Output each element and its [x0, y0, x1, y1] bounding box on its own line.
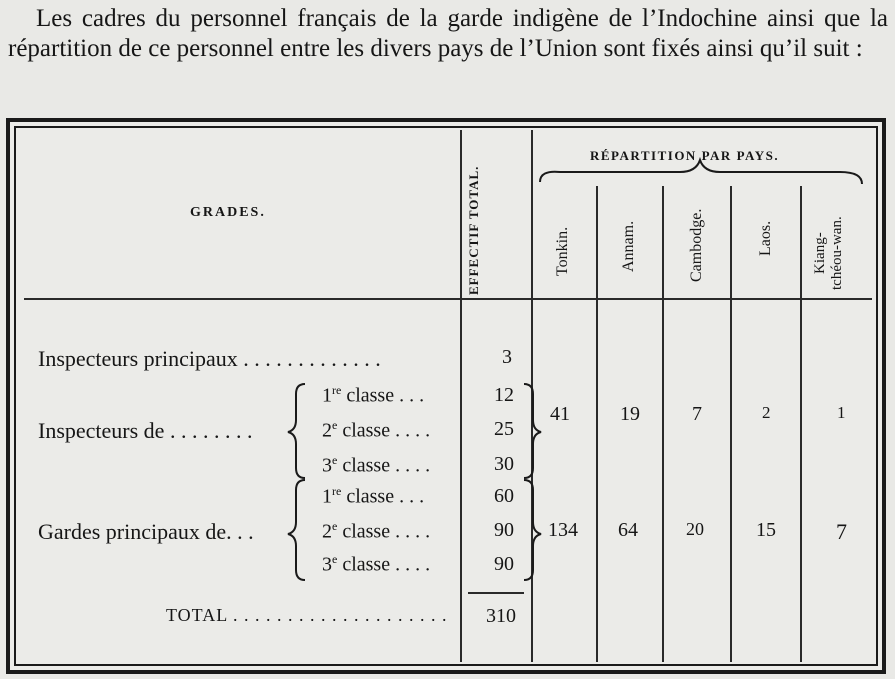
gardes-right-brace: [524, 480, 541, 580]
inspecteurs-kiang: 1: [837, 403, 846, 422]
inspecteurs-classe-3-effectif: 30: [494, 453, 514, 475]
gardes-classe-3: 3e classe . . . .: [322, 552, 431, 576]
row-inspecteurs-principaux-effectif: 3: [502, 346, 512, 368]
intro-text: Les cadres du personnel français de la garde indigène de l’Indochine ainsi que la répartition de ce personnel entre les divers pays de l’Union sont fixés ainsi qu’il suit :: [8, 5, 888, 62]
total-label: TOTAL . . . . . . . . . . . . . . . . . . . .: [166, 605, 448, 625]
repartition-brace: [540, 160, 862, 184]
gardes-classe-1-effectif: 60: [494, 485, 514, 507]
row-inspecteurs-principaux-label: Inspecteurs principaux . . . . . . . . . . . . .: [38, 346, 381, 371]
row-gardes-principaux-label: Gardes principaux de. . .: [38, 519, 254, 544]
gardes-classe-2: 2e classe . . . .: [322, 519, 431, 543]
gardes-classe-3-effectif: 90: [494, 553, 514, 575]
header-repartition-par-pays: RÉPARTITION PAR PAYS.: [590, 148, 780, 163]
row-inspecteurs-de-label: Inspecteurs de . . . . . . . .: [38, 418, 253, 443]
header-grades: GRADES.: [190, 205, 266, 220]
inspecteurs-brace: [288, 384, 305, 478]
header-annam: Annam.: [620, 220, 637, 272]
inspecteurs-tonkin: 41: [550, 403, 570, 425]
inspecteurs-cambodge: 7: [692, 403, 702, 425]
total-effectif: 310: [486, 605, 516, 627]
inspecteurs-laos: 2: [762, 403, 771, 422]
inspecteurs-classe-1: 1re classe . . .: [322, 383, 425, 407]
gardes-classe-1: 1re classe . . .: [322, 484, 425, 508]
header-effectif-total: EFFECTIF TOTAL.: [466, 165, 481, 295]
header-kiang-line2: tchéou-wan.: [829, 216, 845, 290]
gardes-tonkin: 134: [548, 519, 578, 541]
gardes-kiang: 7: [836, 519, 847, 544]
header-laos: Laos.: [757, 220, 774, 256]
header-cambodge: Cambodge.: [688, 208, 705, 282]
inspecteurs-right-brace: [524, 384, 541, 478]
header-tonkin: Tonkin.: [554, 226, 571, 276]
inspecteurs-classe-1-effectif: 12: [494, 384, 514, 406]
gardes-laos: 15: [756, 519, 776, 541]
gardes-cambodge: 20: [686, 519, 704, 539]
gardes-annam: 64: [618, 519, 638, 541]
gardes-brace: [288, 480, 305, 580]
header-kiang-line1: Kiang-: [812, 232, 828, 274]
inspecteurs-classe-3: 3e classe . . . .: [322, 453, 431, 477]
inspecteurs-annam: 19: [620, 403, 640, 425]
gardes-classe-2-effectif: 90: [494, 519, 514, 541]
inspecteurs-classe-2: 2e classe . . . .: [322, 418, 431, 442]
inspecteurs-classe-2-effectif: 25: [494, 418, 514, 440]
